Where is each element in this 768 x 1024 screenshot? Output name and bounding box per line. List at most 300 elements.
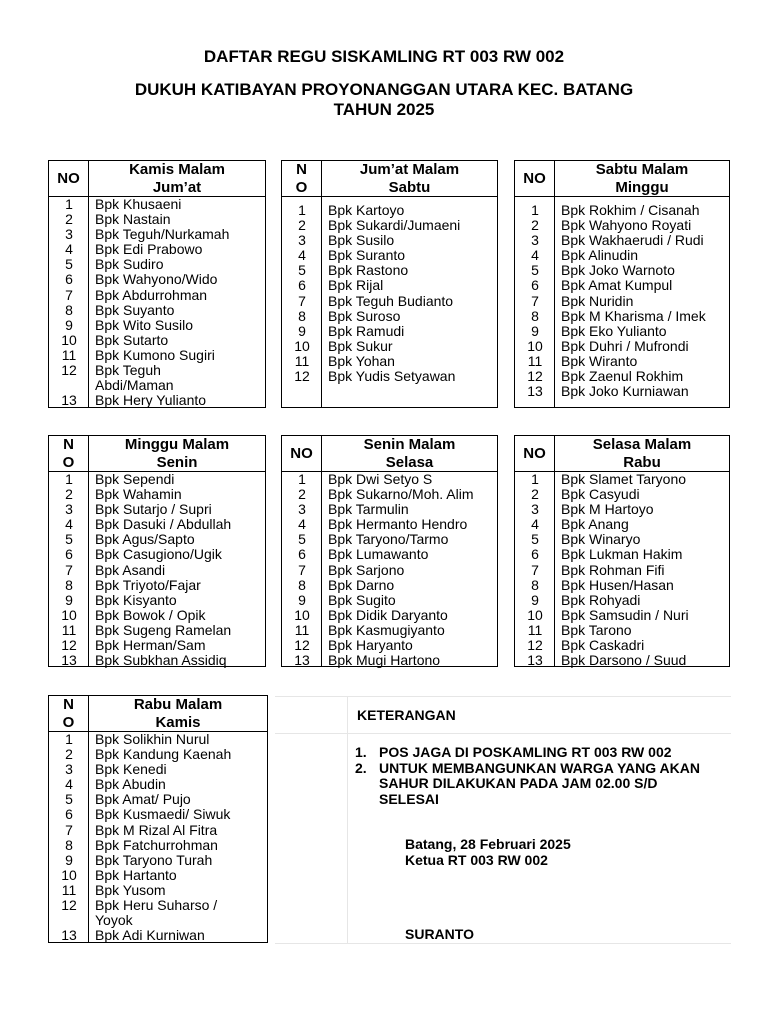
table-row	[282, 369, 497, 384]
row-number: 10	[294, 606, 310, 623]
keterangan-item	[355, 759, 709, 808]
table-header	[49, 436, 265, 472]
column-header-no: N O	[49, 436, 89, 471]
table-row	[49, 823, 267, 838]
member-name: Bpk Rijal	[328, 277, 384, 294]
schedule-table	[48, 435, 266, 667]
row-number: 12	[294, 368, 310, 385]
table-row	[49, 393, 265, 408]
member-name: Bpk Herman/Sam	[95, 637, 206, 654]
row-number: 2	[65, 486, 73, 503]
table-row	[49, 333, 265, 348]
column-header-day: Rabu Malam Kamis	[133, 695, 223, 731]
member-name: Bpk Kisyanto	[95, 591, 177, 608]
table-row	[515, 384, 729, 399]
column-header-day: Senin Malam Selasa	[363, 435, 456, 471]
member-name: Bpk M Hartoyo	[561, 501, 654, 518]
row-number: 8	[531, 576, 539, 593]
row-number: 8	[65, 301, 73, 318]
member-name: Bpk Sukardi/Jumaeni	[328, 217, 461, 234]
column-header-day: Sabtu Malam Minggu	[595, 160, 689, 196]
member-name: Bpk Triyoto/Fajar	[95, 576, 201, 593]
table-row	[282, 563, 497, 578]
table-row	[49, 197, 265, 212]
table-row	[515, 339, 729, 354]
keterangan-divider-horizontal	[275, 733, 731, 734]
table-row	[49, 563, 265, 578]
table-row	[49, 272, 265, 287]
member-name: Bpk Slamet Taryono	[561, 471, 687, 487]
table-row	[282, 324, 497, 339]
column-header-day: Selasa Malam Rabu	[592, 435, 692, 471]
signatory-position: Ketua RT 003 RW 002	[405, 852, 548, 868]
member-name: Bpk Agus/Sapto	[95, 531, 195, 548]
table-header	[282, 161, 497, 197]
member-name: Bpk Sugito	[328, 591, 396, 608]
row-number: 2	[65, 211, 73, 228]
member-name: Bpk Yusom	[95, 881, 166, 898]
row-number: 10	[61, 866, 77, 883]
member-name: Bpk Solikhin Nurul	[95, 731, 210, 747]
title-line-1: DAFTAR REGU SISKAMLING RT 003 RW 002	[203, 47, 565, 66]
member-name: Bpk Rastono	[328, 262, 409, 279]
column-header-no: NO	[282, 436, 322, 471]
schedule-table	[514, 160, 730, 408]
table-row	[282, 653, 497, 668]
member-name: Bpk Rohman Fifi	[561, 561, 665, 578]
row-number: 13	[61, 392, 77, 409]
member-name: Bpk Sutarjo / Supri	[95, 501, 212, 518]
table-row	[515, 623, 729, 638]
row-number: 11	[61, 346, 77, 363]
row-number: 11	[61, 621, 77, 638]
table-row	[515, 203, 729, 218]
keterangan-item-number: 2.	[355, 759, 367, 776]
table-row	[515, 608, 729, 623]
table-row	[49, 777, 267, 792]
member-name: Bpk Wahyono Royati	[561, 217, 692, 234]
table-rows	[282, 472, 497, 668]
table-row	[515, 532, 729, 547]
member-name: Bpk Rokhim / Cisanah	[561, 202, 700, 218]
row-number: 13	[527, 652, 543, 669]
table-row	[515, 233, 729, 248]
table-row	[49, 868, 267, 883]
row-number: 12	[527, 368, 543, 385]
member-name: Bpk Taryono/Tarmo	[328, 531, 449, 548]
row-number: 1	[531, 471, 539, 487]
row-number: 10	[61, 606, 77, 623]
title-line-3: TAHUN 2025	[333, 100, 435, 119]
row-number: 13	[527, 383, 543, 400]
table-row	[282, 233, 497, 248]
table-header	[515, 161, 729, 197]
member-name: Bpk Casugiono/Ugik	[95, 546, 222, 563]
member-name: Bpk Alinudin	[561, 247, 639, 264]
member-name: Bpk Kusmaedi/ Siwuk	[95, 806, 231, 823]
table-row	[49, 288, 265, 303]
row-number: 12	[294, 637, 310, 654]
row-number: 11	[527, 621, 543, 638]
table-row	[515, 578, 729, 593]
table-row	[282, 294, 497, 309]
table-row	[282, 278, 497, 293]
row-number: 6	[298, 546, 306, 563]
table-row	[282, 218, 497, 233]
member-name: Bpk Caskadri	[561, 637, 645, 654]
row-number: 9	[65, 851, 73, 868]
row-number: 7	[65, 821, 73, 838]
row-number: 11	[294, 621, 310, 638]
member-name: Bpk Khusaeni	[95, 196, 182, 212]
table-rows	[515, 472, 729, 668]
member-name: Bpk Sutarto	[95, 331, 169, 348]
row-number: 13	[294, 652, 310, 669]
member-name: Bpk Darsono / Suud	[561, 652, 687, 669]
member-name: Bpk Lumawanto	[328, 546, 429, 563]
row-number: 7	[531, 561, 539, 578]
table-row	[49, 898, 267, 928]
row-number: 5	[298, 262, 306, 279]
row-number: 11	[527, 352, 543, 369]
table-row	[49, 547, 265, 562]
table-row	[282, 623, 497, 638]
member-name: Bpk Zaenul Rokhim	[561, 368, 684, 385]
table-row	[282, 593, 497, 608]
row-number: 2	[298, 217, 306, 234]
table-row	[49, 762, 267, 777]
member-name: Bpk Suranto	[328, 247, 406, 264]
member-name: Bpk Wahamin	[95, 486, 182, 503]
row-number: 10	[294, 337, 310, 354]
row-number: 7	[298, 292, 306, 309]
member-name: Bpk Wiranto	[561, 352, 638, 369]
keterangan-list	[355, 744, 709, 807]
row-number: 3	[298, 232, 306, 249]
member-name: Bpk Kasmugiyanto	[328, 621, 445, 638]
member-name: Bpk Adi Kurniwan	[95, 927, 205, 944]
member-name: Bpk Samsudin / Nuri	[561, 606, 689, 623]
column-header-day: Minggu Malam Senin	[124, 435, 230, 471]
row-number: 3	[531, 501, 539, 518]
member-name: Bpk Amat/ Pujo	[95, 791, 191, 808]
member-name: Bpk Taryono Turah	[95, 851, 213, 868]
member-name: Bpk Hartanto	[95, 866, 177, 883]
table-row	[282, 578, 497, 593]
schedule-table	[281, 160, 498, 408]
table-row	[49, 807, 267, 822]
row-number: 6	[65, 546, 73, 563]
member-name: Bpk Sukarno/Moh. Alim	[328, 486, 474, 503]
row-number: 2	[298, 486, 306, 503]
table-row	[282, 487, 497, 502]
row-number: 3	[298, 501, 306, 518]
table-row	[515, 502, 729, 517]
table-row	[515, 653, 729, 668]
member-name: Bpk Sudiro	[95, 256, 164, 273]
member-name: Bpk Teguh Abdi/Maman	[95, 362, 174, 394]
row-number: 12	[61, 362, 77, 379]
table-row	[49, 242, 265, 257]
schedule-table	[514, 435, 730, 667]
row-number: 9	[65, 591, 73, 608]
member-name: Bpk Fatchurrohman	[95, 836, 218, 853]
table-row	[515, 278, 729, 293]
row-number: 5	[65, 531, 73, 548]
member-name: Bpk Heru Suharso / Yoyok	[95, 897, 218, 929]
table-row	[282, 532, 497, 547]
member-name: Bpk Tarmulin	[328, 501, 409, 518]
place-date: Batang, 28 Februari 2025	[405, 836, 571, 852]
column-header-no: N O	[49, 696, 89, 731]
row-number: 9	[298, 322, 306, 339]
row-number: 8	[65, 836, 73, 853]
member-name: Bpk M Kharisma / Imek	[561, 307, 706, 324]
table-row	[49, 303, 265, 318]
table-row	[49, 348, 265, 363]
row-number: 4	[65, 516, 73, 533]
title-line-2: DUKUH KATIBAYAN PROYONANGGAN UTARA KEC. BATANG	[134, 80, 634, 99]
row-number: 1	[65, 471, 73, 487]
row-number: 12	[61, 897, 77, 914]
row-number: 1	[531, 202, 539, 218]
row-number: 8	[531, 307, 539, 324]
table-row	[515, 638, 729, 653]
table-row	[49, 928, 267, 943]
table-row	[282, 263, 497, 278]
member-name: Bpk Suyanto	[95, 301, 175, 318]
table-row	[282, 472, 497, 487]
table-row	[515, 563, 729, 578]
row-number: 9	[298, 591, 306, 608]
member-name: Bpk Winaryo	[561, 531, 641, 548]
table-row	[49, 747, 267, 762]
keterangan-box	[275, 696, 731, 944]
row-number: 4	[65, 241, 73, 258]
table-header	[49, 161, 265, 197]
member-name: Bpk Husen/Hasan	[561, 576, 674, 593]
row-number: 12	[61, 637, 77, 654]
keterangan-title: KETERANGAN	[357, 707, 456, 723]
table-row	[515, 472, 729, 487]
row-number: 3	[65, 501, 73, 518]
member-name: Bpk Teguh/Nurkamah	[95, 226, 230, 243]
row-number: 7	[531, 292, 539, 309]
table-row	[49, 732, 267, 747]
member-name: Bpk Ramudi	[328, 322, 405, 339]
member-name: Bpk Casyudi	[561, 486, 640, 503]
member-name: Bpk Nastain	[95, 211, 171, 228]
row-number: 3	[65, 226, 73, 243]
row-number: 1	[65, 196, 73, 212]
member-name: Bpk Edi Prabowo	[95, 241, 203, 258]
row-number: 6	[65, 806, 73, 823]
table-row	[49, 212, 265, 227]
table-row	[282, 608, 497, 623]
table-row	[49, 653, 265, 668]
row-number: 13	[61, 927, 77, 944]
table-row	[515, 593, 729, 608]
member-name: Bpk Nuridin	[561, 292, 634, 309]
table-row	[49, 638, 265, 653]
row-number: 6	[298, 277, 306, 294]
row-number: 5	[65, 791, 73, 808]
member-name: Bpk Kumono Sugiri	[95, 346, 215, 363]
row-number: 13	[61, 652, 77, 669]
keterangan-item-number: 1.	[355, 744, 367, 760]
table-header	[49, 696, 267, 732]
table-row	[49, 792, 267, 807]
member-name: Bpk Sukur	[328, 337, 393, 354]
table-row	[49, 318, 265, 333]
member-name: Bpk Amat Kumpul	[561, 277, 673, 294]
row-number: 4	[531, 516, 539, 533]
member-name: Bpk Wakhaerudi / Rudi	[561, 232, 704, 249]
table-row	[49, 593, 265, 608]
row-number: 2	[531, 486, 539, 503]
table-row	[515, 547, 729, 562]
table-row	[515, 369, 729, 384]
table-row	[515, 517, 729, 532]
keterangan-item-text: UNTUK MEMBANGUNKAN WARGA YANG AKAN SAHUR DILAKUKAN PADA JAM 02.00 S/D SELESAI	[379, 759, 700, 807]
row-number: 1	[298, 471, 306, 487]
table-row	[49, 623, 265, 638]
row-number: 11	[294, 352, 310, 369]
table-row	[282, 354, 497, 369]
member-name: Bpk Abudin	[95, 776, 166, 793]
member-name: Bpk Hery Yulianto	[95, 392, 207, 409]
column-header-no: N O	[282, 161, 322, 196]
table-row	[49, 608, 265, 623]
row-number: 3	[65, 761, 73, 778]
member-name: Bpk Sependi	[95, 471, 175, 487]
table-row	[49, 853, 267, 868]
row-number: 8	[298, 576, 306, 593]
row-number: 5	[531, 531, 539, 548]
member-name: Bpk Dasuki / Abdullah	[95, 516, 232, 533]
row-number: 7	[65, 286, 73, 303]
table-row	[282, 203, 497, 218]
member-name: Bpk Suroso	[328, 307, 401, 324]
member-name: Bpk Yudis Setyawan	[328, 368, 456, 385]
row-number: 7	[65, 561, 73, 578]
table-row	[49, 363, 265, 393]
row-number: 4	[298, 247, 306, 264]
row-number: 5	[531, 262, 539, 279]
keterangan-item	[355, 744, 709, 761]
column-header-no: NO	[515, 436, 555, 471]
row-number: 3	[531, 232, 539, 249]
row-number: 7	[298, 561, 306, 578]
table-header	[282, 436, 497, 472]
column-header-no: NO	[49, 161, 89, 196]
row-number: 12	[527, 637, 543, 654]
table-row	[515, 294, 729, 309]
table-rows	[49, 197, 265, 408]
member-name: Bpk Wahyono/Wido	[95, 271, 218, 288]
column-header-day: Kamis Malam Jum’at	[129, 160, 225, 196]
row-number: 11	[61, 881, 77, 898]
table-row	[515, 324, 729, 339]
member-name: Bpk Joko Warnoto	[561, 262, 675, 279]
row-number: 1	[298, 202, 306, 218]
table-row	[515, 487, 729, 502]
signatory-name: SURANTO	[405, 926, 474, 942]
table-row	[49, 838, 267, 853]
member-name: Bpk Tarono	[561, 621, 632, 638]
row-number: 2	[65, 746, 73, 763]
member-name: Bpk Darno	[328, 576, 395, 593]
table-row	[49, 472, 265, 487]
table-header	[515, 436, 729, 472]
table-rows	[282, 203, 497, 384]
member-name: Bpk Anang	[561, 516, 629, 533]
member-name: Bpk Lukman Hakim	[561, 546, 683, 563]
row-number: 5	[298, 531, 306, 548]
member-name: Bpk Teguh Budianto	[328, 292, 454, 309]
member-name: Bpk Asandi	[95, 561, 166, 578]
table-row	[49, 883, 267, 898]
table-row	[515, 263, 729, 278]
row-number: 1	[65, 731, 73, 747]
member-name: Bpk Kandung Kaenah	[95, 746, 232, 763]
table-row	[49, 578, 265, 593]
table-row	[282, 547, 497, 562]
table-row	[282, 502, 497, 517]
member-name: Bpk Duhri / Mufrondi	[561, 337, 689, 354]
member-name: Bpk Haryanto	[328, 637, 413, 654]
table-row	[282, 517, 497, 532]
row-number: 6	[65, 271, 73, 288]
row-number: 10	[61, 331, 77, 348]
member-name: Bpk Mugi Hartono	[328, 652, 441, 669]
table-row	[49, 487, 265, 502]
row-number: 8	[298, 307, 306, 324]
table-row	[282, 339, 497, 354]
row-number: 2	[531, 217, 539, 234]
table-row	[515, 248, 729, 263]
row-number: 10	[527, 337, 543, 354]
member-name: Bpk Dwi Setyo S	[328, 471, 433, 487]
row-number: 6	[531, 277, 539, 294]
column-header-day: Jum’at Malam Sabtu	[359, 160, 460, 196]
row-number: 5	[65, 256, 73, 273]
schedule-table	[281, 435, 498, 667]
schedule-table	[48, 160, 266, 408]
row-number: 9	[531, 591, 539, 608]
table-row	[515, 218, 729, 233]
table-rows	[515, 203, 729, 399]
table-row	[49, 257, 265, 272]
table-rows	[49, 732, 267, 943]
member-name: Bpk Eko Yulianto	[561, 322, 667, 339]
keterangan-item-text: POS JAGA DI POSKAMLING RT 003 RW 002	[379, 744, 672, 760]
member-name: Bpk M Rizal Al Fitra	[95, 821, 218, 838]
table-row	[515, 309, 729, 324]
table-row	[49, 502, 265, 517]
member-name: Bpk Wito Susilo	[95, 316, 194, 333]
row-number: 6	[531, 546, 539, 563]
table-row	[49, 532, 265, 547]
member-name: Bpk Didik Daryanto	[328, 606, 448, 623]
table-row	[282, 248, 497, 263]
table-row	[282, 309, 497, 324]
member-name: Bpk Hermanto Hendro	[328, 516, 468, 533]
table-row	[49, 517, 265, 532]
member-name: Bpk Joko Kurniawan	[561, 383, 689, 400]
row-number: 4	[65, 776, 73, 793]
row-number: 9	[531, 322, 539, 339]
